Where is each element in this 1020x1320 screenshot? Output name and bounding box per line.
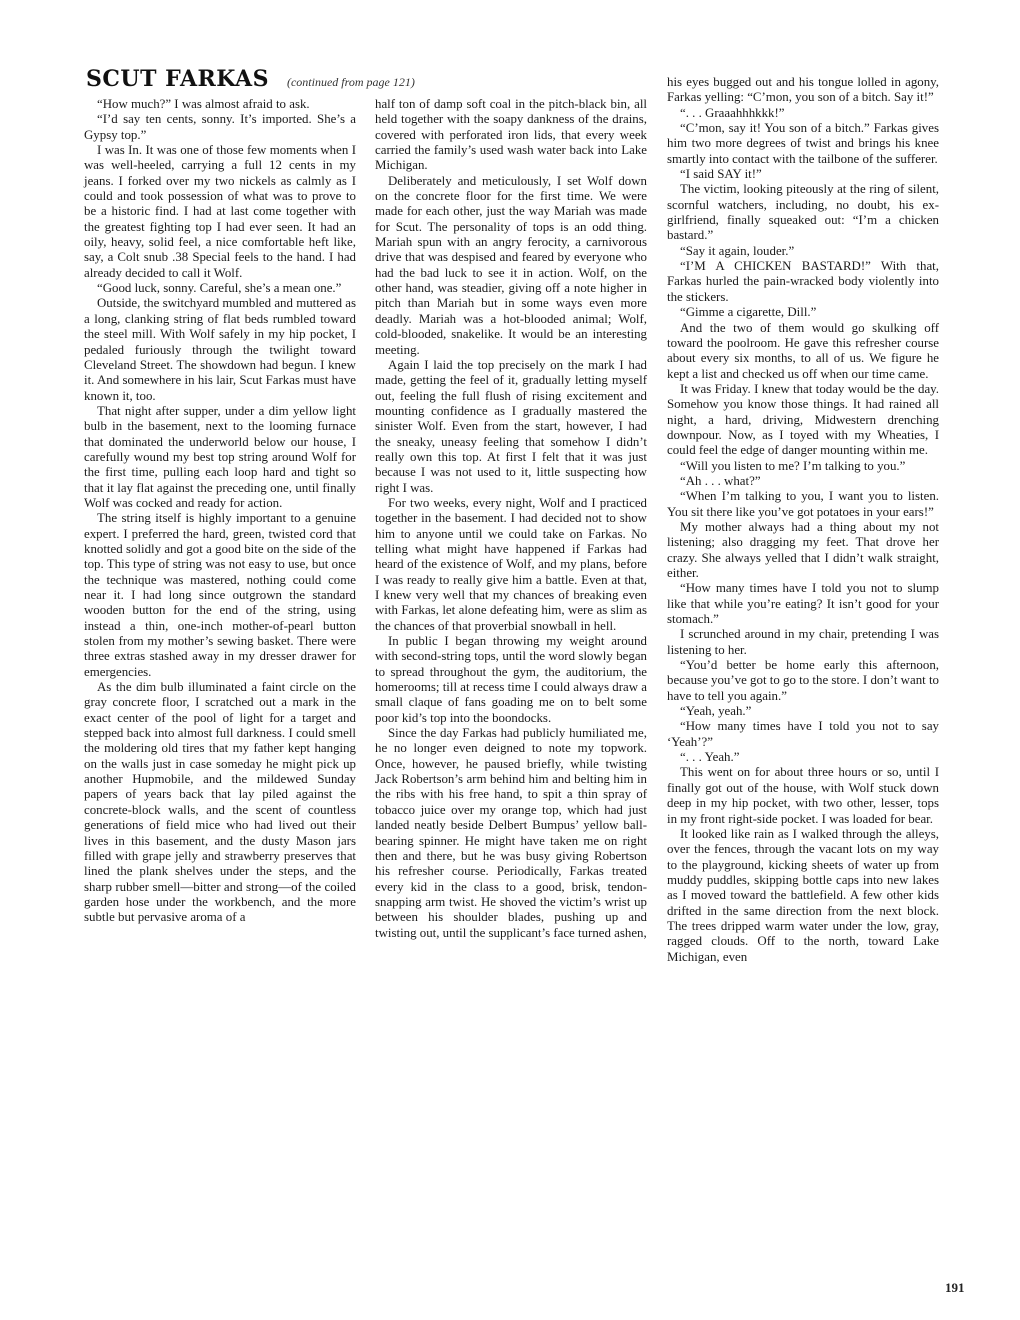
paragraph: As the dim bulb illuminated a faint circle on the gray concrete floor, I scratched out a mark in the exact center of the pool of light for a target and stepped back into almost full darkness. I could smell the moldering old tires that my father kept hanging on the walls just in case someday he might pick up another Hupmobile, and the mildewed Sunday papers of years back that lay piled against the concrete-block walls, and the scent of countless generations of field mice who had lived out their lives in this basement, and the dusty Mason jars filled with grape jelly and strawberry preserves that lined the plank shelves under the steps, and the sharp rubber smell—bitter and strong—of the coiled garden hose under the workbench, and the more subtle but pervasive aroma of a	[84, 680, 356, 925]
paragraph: The victim, looking piteously at the ring of silent, scornful watchers, including, no doubt, his ex-girlfriend, finally squeaked out: “I’m a chicken bastard.”	[667, 182, 939, 243]
paragraph: “Will you listen to me? I’m talking to you.”	[680, 458, 906, 473]
text-column-3	[667, 75, 939, 965]
paragraph: In public I began throwing my weight around with second-string tops, until the word slowly began to spread throughout the gym, the auditorium, the homerooms; till at recess time I could always draw a small claque of fans goading me on to belt some poor kid’s top into the boondocks.	[375, 634, 647, 725]
text-column-2	[375, 97, 647, 941]
paragraph: I was In. It was one of those few moments when I was well-heeled, carrying a full 12 cents in my jeans. I forked over my two nickels as calmly as I could and took possession of what was to prove to be a historic find. I had at last come together with the greatest fighting top I had ever seen. It had an oily, heavy, solid feel, a nice comfortable heft like, say, a Colt snub .38 Special feels to the hand. I had already decided to call it Wolf.	[84, 143, 356, 280]
paragraph: That night after supper, under a dim yellow light bulb in the basement, next to the looming furnace that dominated the underworld below our house, I carefully wound my best top string around Wolf for the first time, pulling each loop hard and tight so that it lay flat against the preceding one, until finally Wolf was cocked and ready for action.	[84, 403, 356, 510]
paragraph: “When I’m talking to you, I want you to listen. You sit there like you’ve got potatoes in your ears!”	[667, 489, 939, 519]
paragraph: “Ah . . . what?”	[680, 473, 761, 488]
continued-note: (continued from page 121)	[286, 75, 415, 89]
paragraph: “. . . Graaahhhkkk!”	[680, 105, 785, 120]
paragraph: “I said SAY it!”	[680, 167, 762, 182]
paragraph: Outside, the switchyard mumbled and muttered as a long, clanking string of flat beds rumbled toward the steel mill. With Wolf safely in my hip pocket, I pedaled furiously through the twilight toward Cleveland Street. The showdown had begun. I knew it. And somewhere in his lair, Scut Farkas must have known it, too.	[84, 296, 356, 403]
paragraph: “How many times have I told you not to say ‘Yeah’?”	[667, 719, 939, 749]
paragraph: It looked like rain as I walked through the alleys, over the fences, through the vacant lots on my way to the playground, kicking sheets of water up from muddy puddles, skipping bottle caps into new lakes as I moved toward the battlefield. A few other kids drifted in the same direction from the next block. The trees dripped warm water under the low, gray, ragged clouds. Off to the north, toward Lake Michigan, even	[667, 826, 939, 964]
paragraph: “You’d better be home early this afternoon, because you’ve got to go to the store. I don’t want to have to tell you again.”	[667, 658, 939, 703]
paragraph: My mother always had a thing about my not listening; also dragging my feet. That drove her crazy. She always yelled that I didn’t walk straight, either.	[667, 519, 939, 580]
paragraph: “Say it again, louder.”	[680, 243, 795, 258]
paragraph: half ton of damp soft coal in the pitch-black bin, all held together with the soapy dankness of the drains, covered with perforated iron lids, that every week carried the family’s used wash water back into Lake Michigan.	[375, 97, 647, 173]
paragraph: “. . . Yeah.”	[680, 750, 740, 765]
paragraph: “How much?” I was almost afraid to ask.	[97, 97, 310, 111]
article-title: SCUT FARKAS	[86, 66, 269, 92]
paragraph: “Good luck, sonny. Careful, she’s a mean one.”	[97, 281, 342, 296]
paragraph: his eyes bugged out and his tongue lolled in agony, Farkas yelling: “C’mon, you son of a bitch. Say it!”	[667, 75, 939, 105]
paragraph: “I’M A CHICKEN BASTARD!” With that, Farkas hurled the pain-wracked body violently into the stickers.	[667, 259, 939, 304]
paragraph: “Yeah, yeah.”	[680, 704, 752, 719]
page-number: 191	[945, 1280, 965, 1295]
paragraph: “I’d say ten cents, sonny. It’s imported. She’s a Gypsy top.”	[84, 112, 356, 142]
paragraph: Again I laid the top precisely on the mark I had made, getting the feel of it, gradually letting myself out, feeling the full flush of rising excitement and mounting confidence as I gradually mastered the sinister Wolf. Even from the start, however, I had the sneaky, uneasy feeling that somehow I didn’t really own this top. At first I felt that it was just because I was not used to it, little suspecting how right I was.	[375, 357, 647, 495]
paragraph: “How many times have I told you not to slump like that while you’re eating? It isn’t good for your stomach.”	[667, 581, 939, 627]
paragraph: And the two of them would go skulking off toward the poolroom. He gave this refresher course about every six months, to all of us. We figure he kept a list and checked us off when our time came.	[667, 320, 939, 381]
article-header	[86, 66, 415, 96]
text-column-1	[84, 97, 356, 926]
paragraph: “Gimme a cigarette, Dill.”	[680, 305, 817, 320]
paragraph: Since the day Farkas had publicly humiliated me, he no longer even deigned to note my topwork. Once, however, he paused briefly, while twisting Jack Robertson’s arm behind him and belting him in the ribs with his free hand, to spit a thin spray of tobacco juice over my orange top, which had just landed neatly beside Delbert Bumpus’ yellow ball-bearing spinner. He might have taken me on right then and there, but he was busy giving Robertson his refresher course. Periodically, Farkas treated every kid in the class to a good, brisk, tendon-snapping arm twist. He shoved the victim’s wrist up between his shoulder blades, pushing up and twisting out, until the supplicant’s face turned ashen,	[375, 726, 647, 940]
paragraph: This went on for about three hours or so, until I finally got out of the house, with Wolf stuck down deep in my hip pocket, with two other, lesser, tops in my front right-side pocket. I was loaded for bear.	[667, 765, 939, 826]
paragraph: Deliberately and meticulously, I set Wolf down on the concrete floor for the first time. We were made for each other, just the way Mariah was made for Scut. The personality of tops is an odd thing. Mariah spun with an angry ferocity, a carnivorous drive that was despised and feared by everyone who had the bad luck to see it in action. Wolf, on the other hand, was steadier, giving off a note higher in pitch than Mariah but in some ways even more deadly. Mariah was a hot-blooded animal; Wolf, cold-blooded, snakelike. It would be an interesting meeting.	[375, 173, 647, 357]
paragraph: The string itself is highly important to a genuine expert. I preferred the hard, green, twisted cord that knotted solidly and got a good bite on the side of the top. This type of string was not easy to use, but once the technique was mastered, nothing could come near it. I had long since outgrown the standard wooden button for the end of the string, using instead a thin, one-inch mother-of-pearl button stolen from my mother’s sewing basket. There were three extras stashed away in my dresser drawer for emergencies.	[84, 511, 356, 679]
paragraph: It was Friday. I knew that today would be the day. Somehow you know those things. It had rained all night, a hard, driving, Midwestern drenching downpour. Now, as I toyed with my Wheaties, I could feel the edge of danger mounting within me.	[667, 381, 939, 458]
paragraph: For two weeks, every night, Wolf and I practiced together in the basement. I had decided not to show him to anyone until we could take on Farkas. No telling what might have happened if Farkas had heard of the existence of Wolf, and my plans, before I was ready to really give him a battle. Even at that, I knew very well that my chances of breaking even with Farkas, let alone defeating him, were as slim as the chances of that proverbial snowball in hell.	[375, 495, 647, 633]
paragraph: “C’mon, say it! You son of a bitch.” Farkas gives him two more degrees of twist and brings his knee smartly into contact with the tailbone of the sufferer.	[667, 121, 939, 166]
paragraph: I scrunched around in my chair, pretending I was listening to her.	[667, 627, 939, 657]
